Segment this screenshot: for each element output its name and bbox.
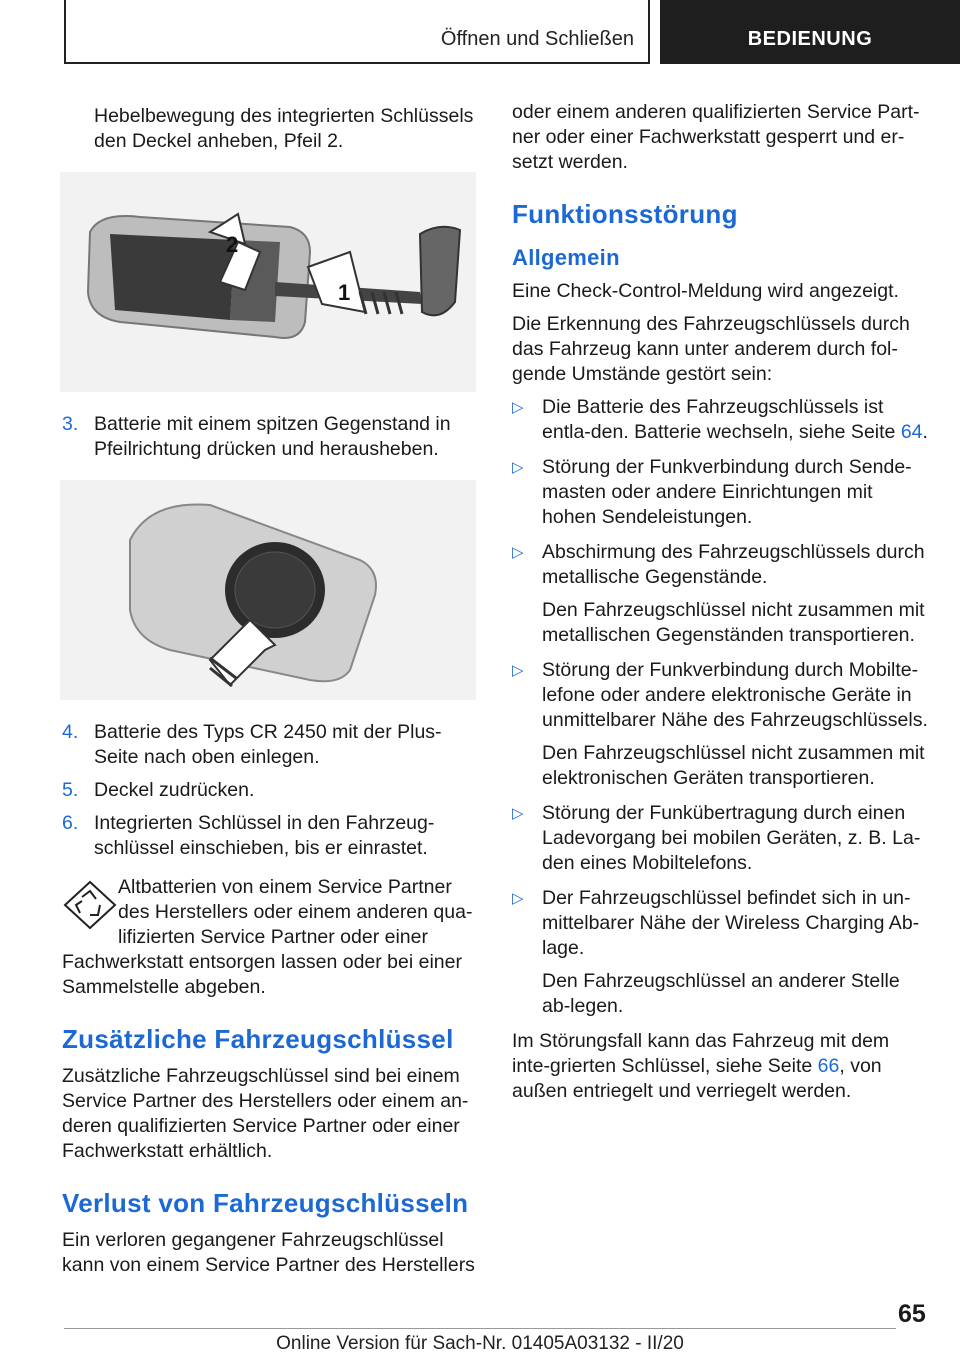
list-item bbox=[512, 658, 928, 791]
arrow-label-2: 2 bbox=[226, 232, 239, 257]
triangle-bullet-icon: ▷ bbox=[512, 399, 524, 416]
page-number: 65 bbox=[898, 1300, 926, 1328]
right-column bbox=[512, 100, 928, 1104]
heading-extra-keys: Zusätzliche Fahrzeugschlüssel bbox=[62, 1024, 454, 1054]
list-item-subtext: Den Fahrzeugschlüssel an anderer Stelle ab-legen. bbox=[542, 970, 900, 1017]
page-link-66[interactable]: 66 bbox=[817, 1055, 840, 1077]
heading-key-loss: Verlust von Fahrzeugschlüsseln bbox=[62, 1188, 469, 1218]
list-item-text: Der Fahrzeugschlüssel befindet sich in un-mittelbarer Nähe der Wireless Charging Ab-lage. bbox=[542, 887, 920, 959]
key-loss-continued: oder einem anderen qualifizierten Service Part-ner oder einer Fachwerkstatt gesperrt und er-setzt werden. bbox=[512, 101, 920, 173]
triangle-bullet-icon: ▷ bbox=[512, 459, 524, 476]
key-cover-illustration bbox=[60, 172, 476, 392]
step-4 bbox=[62, 720, 476, 770]
step-text: Batterie des Typs CR 2450 mit der Plus-Seite nach oben einlegen. bbox=[94, 721, 442, 768]
step-3 bbox=[62, 412, 476, 462]
heading-malfunction: Funktionsstörung bbox=[512, 199, 738, 229]
step-number: 3. bbox=[62, 413, 79, 435]
battery-illustration bbox=[60, 480, 476, 700]
step-text: Batterie mit einem spitzen Gegenstand in Pfeilrichtung drücken und herausheben. bbox=[94, 413, 451, 460]
extra-keys-text: Zusätzliche Fahrzeugschlüssel sind bei einem Service Partner des Herstellers oder einem an-deren qualifizierten Service Partner oder einer Fachwerkstatt erhältlich. bbox=[62, 1065, 469, 1162]
footer-divider bbox=[64, 1328, 896, 1329]
arrow-label-1: 1 bbox=[338, 280, 351, 305]
key-loss-text: Ein verloren gegangener Fahrzeugschlüssel kann von einem Service Partner des Herstellers bbox=[62, 1229, 475, 1276]
recycling-note bbox=[62, 875, 476, 1000]
list-item-text: Störung der Funkverbindung durch Sende-masten oder andere Einrichtungen mit hohen Sendeleistungen. bbox=[542, 456, 912, 528]
list-item-subtext: Den Fahrzeugschlüssel nicht zusammen mit metallischen Gegenständen transportieren. bbox=[542, 599, 925, 646]
check-control-text: Eine Check-Control-Meldung wird angezeigt. bbox=[512, 280, 899, 302]
list-item-subtext: Den Fahrzeugschlüssel nicht zusammen mit elektronischen Geräten transportieren. bbox=[542, 742, 925, 789]
triangle-bullet-icon: ▷ bbox=[512, 805, 524, 822]
list-item-text: Abschirmung des Fahrzeugschlüssels durch metallische Gegenstände. bbox=[542, 541, 925, 588]
footer-online-version: Online Version für Sach-Nr. 01405A03132 - II/20 bbox=[276, 1333, 684, 1354]
triangle-bullet-icon: ▷ bbox=[512, 662, 524, 679]
heading-general: Allgemein bbox=[512, 245, 620, 270]
intro-text: Hebelbewegung des integrierten Schlüssels den Deckel anheben, Pfeil 2. bbox=[94, 105, 474, 152]
step-number: 5. bbox=[62, 779, 79, 801]
step-number: 6. bbox=[62, 812, 79, 834]
page-link-64[interactable]: 64 bbox=[900, 421, 923, 443]
list-item: ▷ Die Batterie des Fahrzeugschlüssels ist entla-den. Batterie wechseln, siehe Seite 64. bbox=[512, 396, 928, 443]
step-text: Integrierten Schlüssel in den Fahrzeug-schlüssel einschieben, bis er einrastet. bbox=[94, 812, 435, 859]
disturbance-list bbox=[512, 395, 928, 1019]
triangle-bullet-icon: ▷ bbox=[512, 544, 524, 561]
list-item bbox=[512, 455, 928, 530]
note-text-rest: Fachwerkstatt entsorgen lassen oder bei einer Sammelstelle abgeben. bbox=[62, 951, 462, 998]
list-item-text: Die Batterie des Fahrzeugschlüssels ist entla-den. Batterie wechseln, siehe Seite bbox=[542, 396, 901, 443]
step-text: Deckel zudrücken. bbox=[94, 779, 255, 801]
list-item-text: Störung der Funkübertragung durch einen Ladevorgang bei mobilen Geräten, z. B. La-den eines Mobiltelefons. bbox=[542, 802, 921, 874]
list-item bbox=[512, 540, 928, 648]
list-item-text: Störung der Funkverbindung durch Mobilte-lefone oder andere elektronische Geräte in unmittelbarer Nähe des Fahrzeugschlüssels. bbox=[542, 659, 928, 731]
left-column bbox=[62, 104, 476, 1278]
step-number: 4. bbox=[62, 721, 79, 743]
disturbance-intro: Die Erkennung des Fahrzeugschlüssels durch das Fahrzeug kann unter anderem durch fol-gende Umstände gestört sein: bbox=[512, 313, 910, 385]
section-title: Öffnen und Schließen bbox=[440, 28, 634, 50]
recycling-icon bbox=[62, 879, 118, 931]
chapter-tab[interactable]: BEDIENUNG bbox=[660, 0, 960, 64]
list-item bbox=[512, 801, 928, 876]
list-item bbox=[512, 886, 928, 1019]
note-text-first: Altbatterien von einem Service Partner des Herstellers oder einem anderen qua-lifizierten Service Partner oder einer bbox=[118, 876, 473, 948]
step-5 bbox=[62, 778, 476, 803]
header-frame bbox=[64, 0, 650, 64]
key-cover-figure bbox=[60, 172, 476, 392]
step-6 bbox=[62, 811, 476, 861]
battery-figure bbox=[60, 480, 476, 700]
triangle-bullet-icon: ▷ bbox=[512, 890, 524, 907]
fallback-unlock-text: Im Störungsfall kann das Fahrzeug mit dem inte-grierten Schlüssel, siehe Seite 66, von außen entriegelt und verriegelt werden. bbox=[512, 1030, 890, 1102]
